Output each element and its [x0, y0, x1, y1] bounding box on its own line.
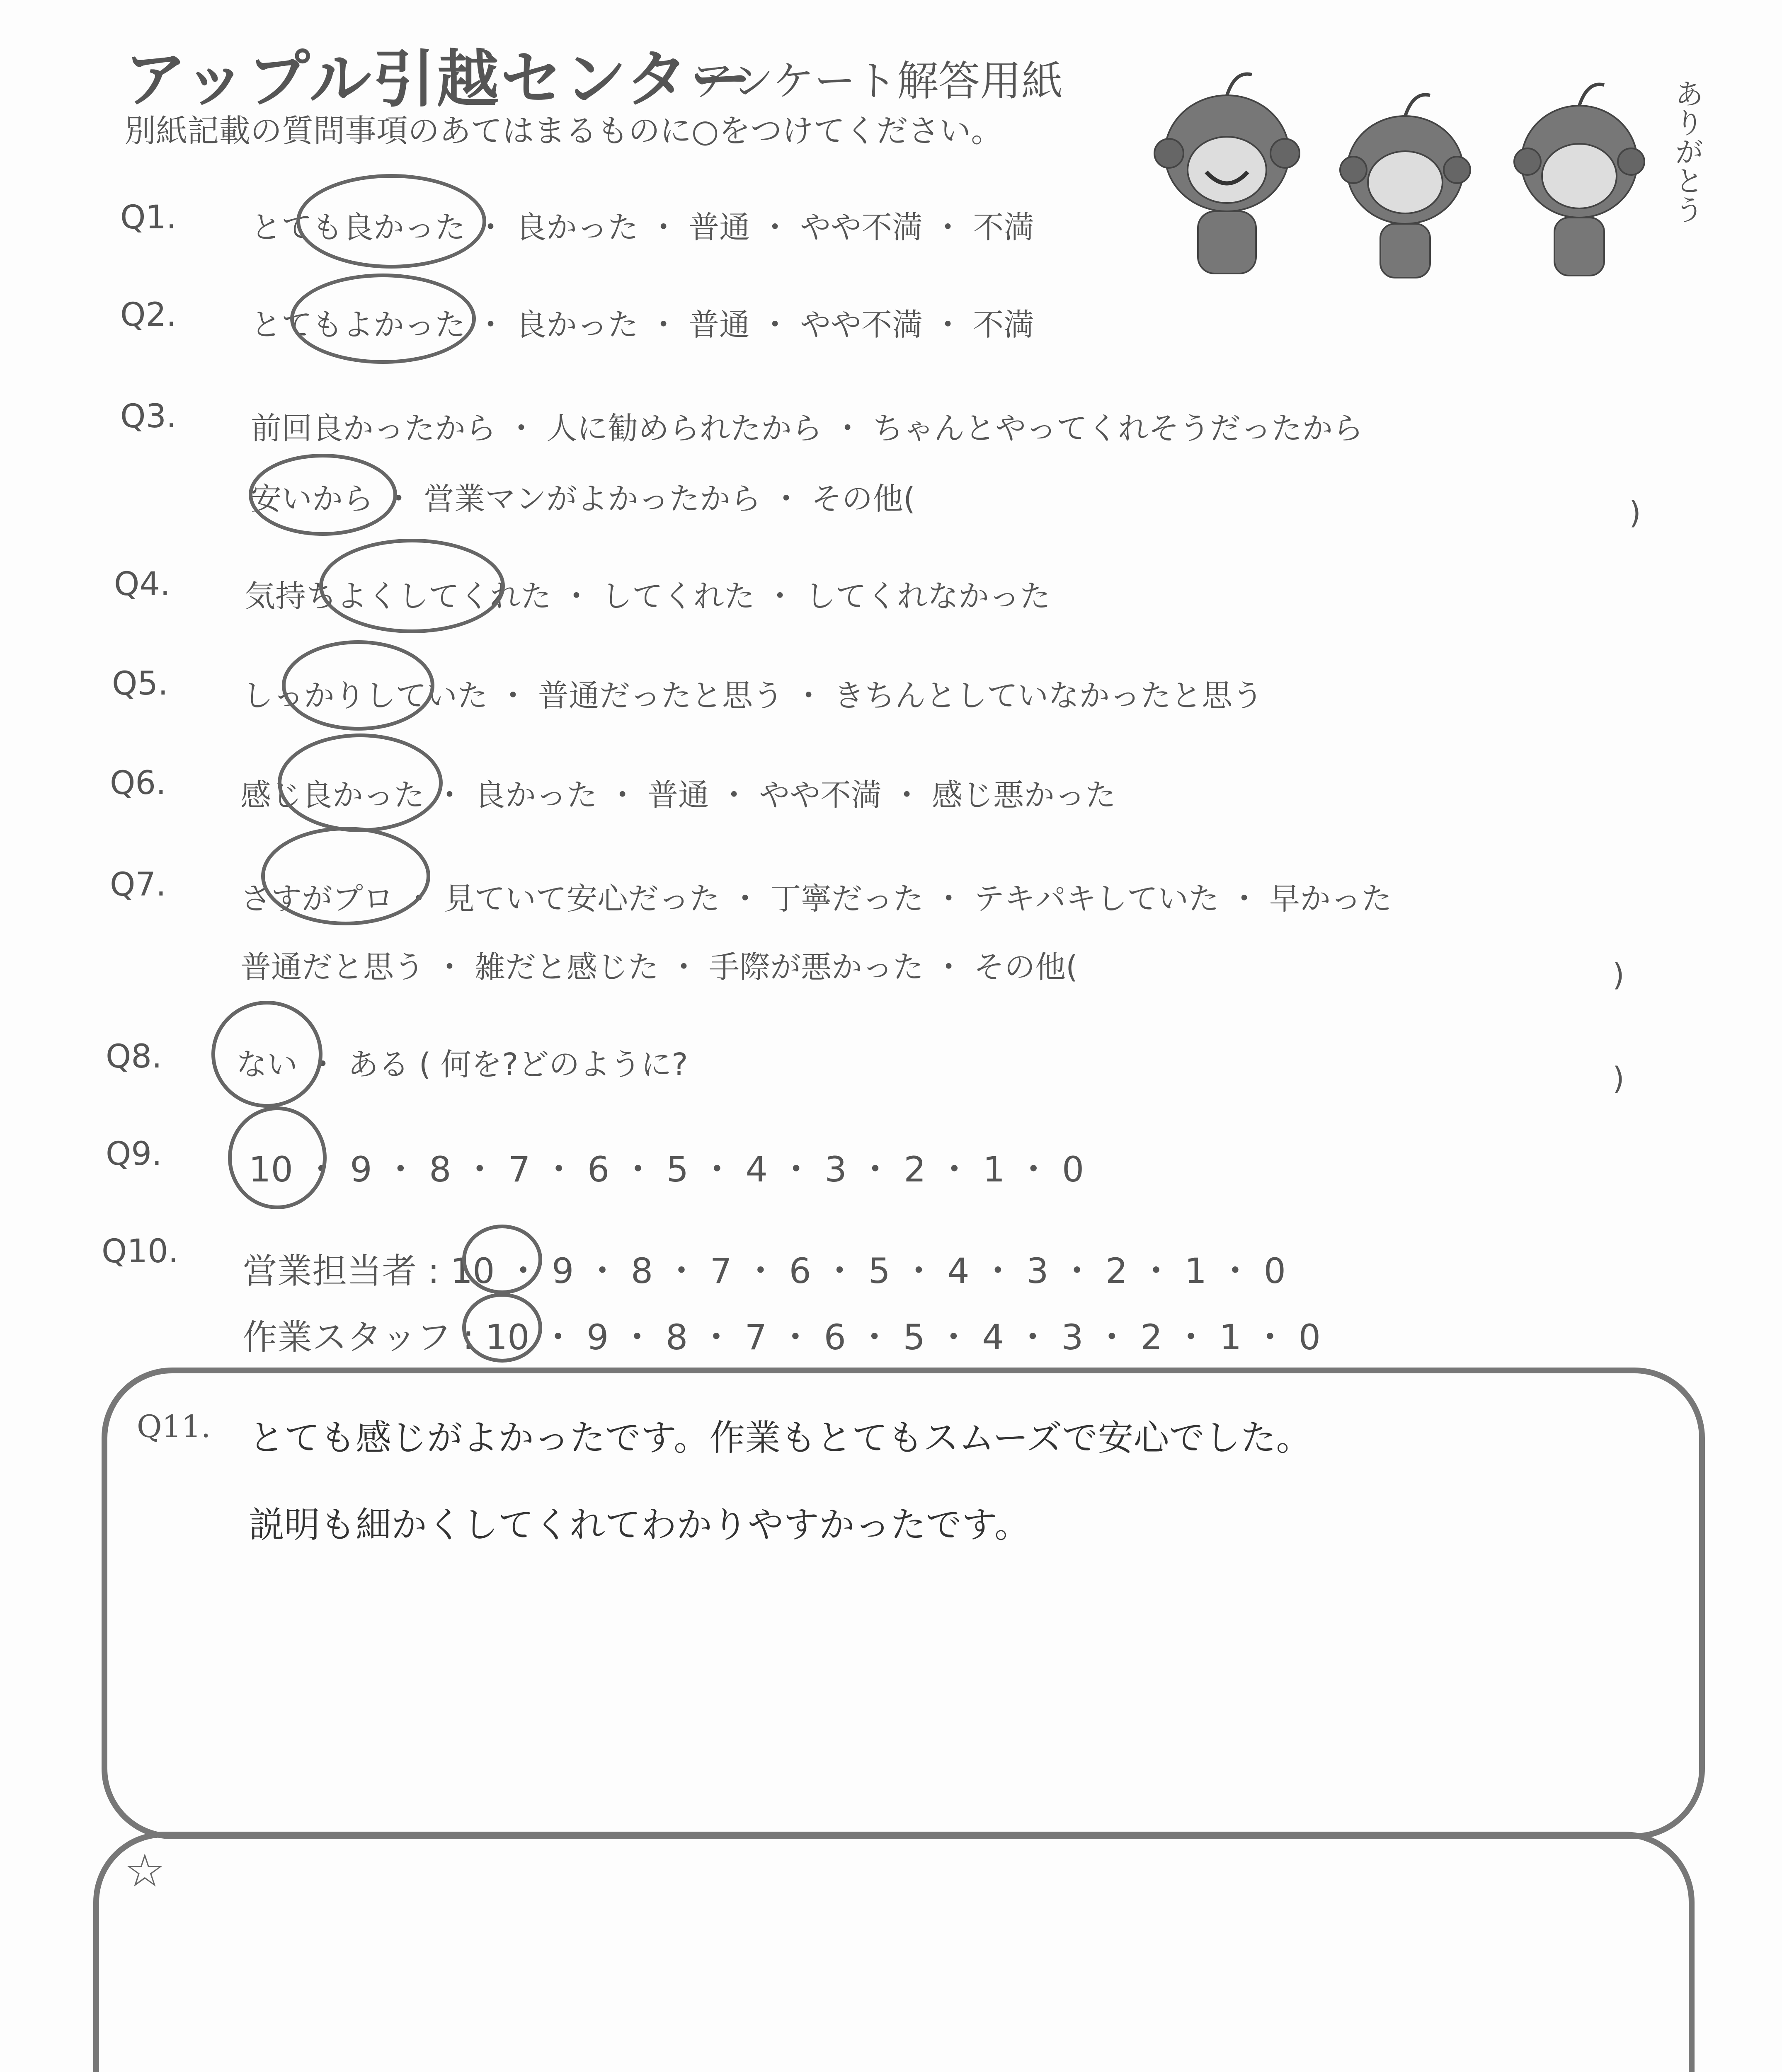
q11-answer-line2: 説明も細かくしてくれてわかりやすかったです。	[249, 1504, 1030, 1546]
q2-selected-circle	[290, 274, 476, 364]
q3-options-line2: 安いから ・ 営業マンがよかったから ・ その他(	[251, 481, 915, 517]
q4-options: 気持ちよくしてくれた ・ してくれた ・ してくれなかった	[245, 579, 1051, 614]
q5-label: Q5.	[112, 665, 168, 702]
q4-label: Q4.	[114, 566, 170, 603]
instruction-text: 別紙記載の質問事項のあてはまるものに○をつけてください。	[124, 112, 1003, 149]
q3-label: Q3.	[120, 398, 177, 435]
q1-options: とても良かった ・ 良かった ・ 普通 ・ やや不満 ・ 不満	[251, 210, 1035, 245]
q2-label: Q2.	[120, 296, 177, 334]
q8-selected-circle	[211, 1001, 322, 1108]
star-icon: ☆	[124, 1844, 165, 1897]
q8-label: Q8.	[106, 1038, 162, 1075]
monkey-3-icon	[1514, 85, 1644, 276]
monkey-mascots-illustration	[1144, 62, 1704, 294]
q7-selected-circle	[261, 827, 430, 925]
q8-options: ない ・ ある ( 何を?どのように?	[236, 1047, 688, 1082]
q7-options-line2: 普通だと思う ・ 雑だと感じた ・ 手際が悪かった ・ その他(	[240, 949, 1078, 985]
q7-close-paren: )	[1612, 957, 1624, 993]
q11-label: Q11.	[137, 1409, 211, 1445]
q7-options-line1: さすがプロ ・ 見ていて安心だった ・ 丁寧だった ・ テキパキしていた ・ 早かった	[240, 881, 1392, 917]
q3-options-line1: 前回良かったから ・ 人に勧められたから ・ ちゃんとやってくれそうだったから	[251, 411, 1364, 446]
q2-options: とてもよかった ・ 良かった ・ 普通 ・ やや不満 ・ 不満	[251, 307, 1035, 343]
q10-sales-scale: 営業担当者 : 10 ・ 9 ・ 8 ・ 7 ・ 6 ・ 5 ・ 4 ・ 3 ・ 2 ・ 1 ・ 0	[242, 1251, 1286, 1291]
q9-scale: 10 ・ 9 ・ 8 ・ 7 ・ 6 ・ 5 ・ 4 ・ 3 ・ 2 ・ 1 ・ 0	[249, 1149, 1084, 1190]
thanks-text: ありがとう	[1670, 79, 1704, 224]
monkey-2-icon	[1340, 95, 1470, 278]
q4-selected-circle	[319, 539, 505, 633]
form-title: アップル引越センター	[124, 44, 754, 116]
q9-label: Q9.	[106, 1135, 162, 1173]
q8-close-paren: )	[1612, 1061, 1624, 1097]
q1-label: Q1.	[120, 199, 177, 236]
form-subtitle: アンケート解答用紙	[692, 57, 1063, 105]
q5-selected-circle	[282, 640, 434, 731]
q5-options: しっかりしていた ・ 普通だったと思う ・ きちんとしていなかったと思う	[242, 678, 1263, 714]
q3-close-paren: )	[1629, 495, 1641, 531]
q10-staff-selected-circle	[462, 1293, 542, 1363]
q6-options: 感じ良かった ・ 良かった ・ 普通 ・ やや不満 ・ 感じ悪かった	[240, 777, 1116, 813]
q9-selected-circle	[228, 1106, 327, 1209]
q1-selected-circle	[296, 174, 486, 269]
q3-selected-circle	[249, 454, 397, 536]
q10-sales-selected-circle	[462, 1225, 542, 1294]
star-note-box	[93, 1832, 1695, 2072]
q11-answer-line1: とても感じがよかったです。作業もとてもスムーズで安心でした。	[249, 1417, 1312, 1459]
q6-selected-circle	[278, 733, 443, 832]
monkey-1-icon	[1154, 74, 1300, 274]
q10-label: Q10.	[102, 1233, 179, 1270]
q7-label: Q7.	[110, 866, 166, 903]
q10-staff-scale: 作業スタッフ : 10 ・ 9 ・ 8 ・ 7 ・ 6 ・ 5 ・ 4 ・ 3 ・ 2 ・ 1 ・ 0	[242, 1317, 1321, 1358]
q6-label: Q6.	[110, 765, 166, 802]
